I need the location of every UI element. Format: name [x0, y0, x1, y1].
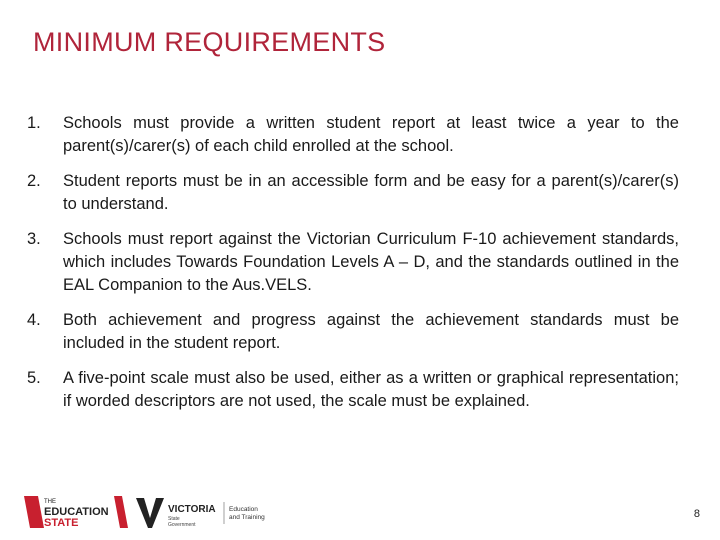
- list-item: [27, 367, 679, 413]
- item-number: 5.: [27, 369, 41, 387]
- list-item: [27, 228, 679, 297]
- logo-text-training: and Training: [229, 514, 265, 521]
- victoria-v-icon: [136, 498, 164, 528]
- item-text: Both achievement and progress against the achievement standards must be included in the student report.: [63, 311, 679, 352]
- requirements-list: [27, 112, 679, 425]
- list-item: [27, 309, 679, 355]
- item-number: 1.: [27, 114, 41, 132]
- page-number: 8: [693, 508, 700, 520]
- logo-text-education-dept: Education: [229, 506, 258, 513]
- education-state-logo: [22, 494, 132, 530]
- page-title: MINIMUM REQUIREMENTS: [33, 27, 386, 57]
- item-number: 4.: [27, 311, 41, 329]
- logo-text-education: EDUCATION: [44, 506, 109, 518]
- item-number: 3.: [27, 230, 41, 248]
- logo-red-stripe: [114, 496, 128, 528]
- logo-text-the: THE: [44, 499, 56, 505]
- list-item: [27, 112, 679, 158]
- victoria-government-logo: [136, 494, 276, 530]
- logo-text-state-sub: State: [168, 516, 180, 522]
- item-text: Schools must report against the Victorian Curriculum F-10 achievement standards, which includes Towards Foundation Levels A – D, and the standards outlined in the EAL Companion to the Aus.VELS.: [63, 230, 679, 294]
- item-text: Student reports must be in an accessible form and be easy for a parent(s)/carer(s) to understand.: [63, 172, 679, 213]
- item-number: 2.: [27, 172, 41, 190]
- logo-text-victoria: VICTORIA: [168, 504, 216, 515]
- item-text: Schools must provide a written student report at least twice a year to the parent(s)/carer(s) of each child enrolled at the school.: [63, 114, 679, 155]
- logo-red-stripe: [24, 496, 44, 528]
- item-text: A five-point scale must also be used, either as a written or graphical representation; if worded descriptors are not used, the scale must be explained.: [63, 369, 679, 410]
- logo-text-state: STATE: [44, 517, 79, 529]
- list-item: [27, 170, 679, 216]
- logo-text-government: Government: [168, 522, 196, 528]
